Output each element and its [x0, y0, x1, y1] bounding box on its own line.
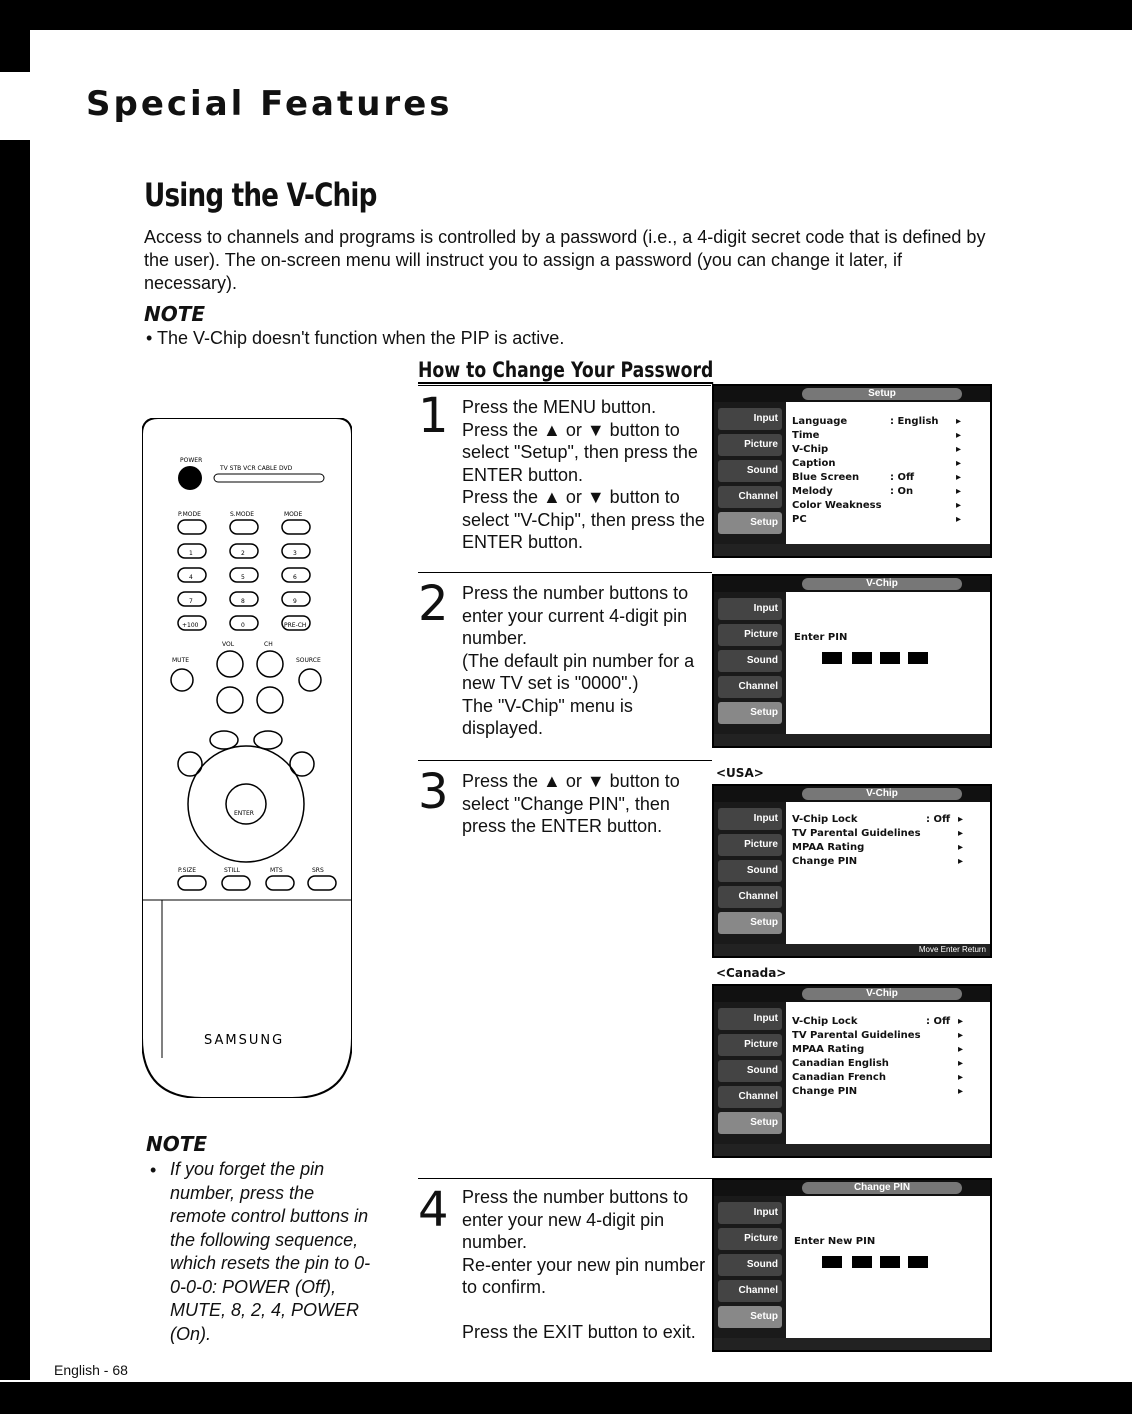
- vchip-canada-screen: [712, 984, 992, 1158]
- screen-title: Setup: [802, 388, 962, 400]
- sidebar-item-setup: Setup: [718, 702, 782, 724]
- menu-row-arrow: ▸: [956, 486, 962, 497]
- menu-row-label: Time: [792, 430, 820, 441]
- sidebar-item-channel: Channel: [718, 676, 782, 698]
- menu-row-value: : Off: [926, 1016, 951, 1027]
- note-heading: NOTE: [144, 302, 206, 326]
- menu-row-label: Change PIN: [792, 1086, 858, 1097]
- pin-digit-box: [852, 652, 872, 664]
- menu-row-label: V-Chip Lock: [792, 1016, 858, 1027]
- sidebar-item-input: Input: [718, 408, 782, 430]
- menu-row-label: Canadian French: [792, 1072, 886, 1083]
- menu-row-arrow: ▸: [956, 514, 962, 525]
- section-title: Special Features: [86, 84, 453, 124]
- remote-label-smode: S.MODE: [230, 511, 255, 518]
- sidebar-item-input: Input: [718, 1202, 782, 1224]
- menu-row-value: : On: [890, 486, 914, 497]
- remote-label-psize: P.SIZE: [178, 867, 197, 874]
- menu-row-arrow: ▸: [956, 430, 962, 441]
- pin-digit-box: [880, 1256, 900, 1268]
- remote-digit-8: 8: [241, 598, 245, 605]
- menu-row-arrow: ▸: [958, 1072, 964, 1083]
- pin-digit-box: [852, 1256, 872, 1268]
- usa-region-label: <USA>: [716, 766, 764, 780]
- step-3-number: 3: [418, 764, 449, 820]
- menu-row-label: TV Parental Guidelines: [792, 828, 921, 839]
- step-4-divider: [418, 1178, 712, 1179]
- remote-digit-100: +100: [182, 622, 199, 629]
- remote-digit-3: 3: [293, 550, 297, 557]
- step-3-text: Press the ▲ or ▼ button to select "Change PIN", then press the ENTER button.: [462, 771, 680, 836]
- menu-row-arrow: ▸: [958, 814, 964, 825]
- left-edge-bar-2: [0, 140, 30, 1380]
- remote-vol-label: VOL: [222, 641, 235, 648]
- remote-control-illustration: [142, 418, 352, 1098]
- remote-ch-label: CH: [264, 641, 273, 648]
- menu-row-arrow: ▸: [958, 1044, 964, 1055]
- bottom-bar: [0, 1382, 1132, 1414]
- menu-row-arrow: ▸: [958, 1030, 964, 1041]
- pin-digit-box: [880, 652, 900, 664]
- menu-row-label: PC: [792, 514, 807, 525]
- page-title: Using the V-Chip: [144, 176, 377, 214]
- pin-digit-box: [908, 652, 928, 664]
- menu-row-label: MPAA Rating: [792, 842, 865, 853]
- setup-menu-screen: [712, 384, 992, 558]
- remote-brand: SAMSUNG: [204, 1033, 285, 1048]
- step-2-divider: [418, 572, 712, 573]
- remote-mute-label: MUTE: [172, 657, 190, 664]
- pin-label: Enter PIN: [794, 632, 848, 643]
- menu-row-label: V-Chip: [792, 444, 829, 455]
- menu-row-label: Language: [792, 416, 848, 427]
- menu-row-arrow: ▸: [956, 472, 962, 483]
- remote-enter-label: ENTER: [234, 810, 254, 817]
- step-1-text: Press the MENU button. Press the ▲ or ▼ button to select "Setup", then press the ENTER button. Press the ▲ or ▼ button to select "V-Chip", then press the ENTER button.: [462, 397, 705, 552]
- remote-digit-0: 0: [241, 622, 245, 629]
- remote-digit-1: 1: [189, 550, 193, 557]
- screen-title: V-Chip: [802, 788, 962, 800]
- left-edge-bar: [0, 30, 30, 72]
- menu-sidebar: [714, 1196, 786, 1338]
- remote-digit-prech: PRE-CH: [284, 622, 307, 629]
- pin-label: Enter New PIN: [794, 1236, 876, 1247]
- sidebar-item-sound: Sound: [718, 860, 782, 882]
- menu-row-value: : Off: [926, 814, 951, 825]
- step-1-number: 1: [418, 388, 449, 444]
- menu-row-arrow: ▸: [958, 1016, 964, 1027]
- step-2-number: 2: [418, 576, 449, 632]
- menu-row-label: Caption: [792, 458, 836, 469]
- page-footer: English - 68: [54, 1362, 128, 1378]
- sidebar-item-setup: Setup: [718, 512, 782, 534]
- pin-digit-box: [908, 1256, 928, 1268]
- sidebar-item-sound: Sound: [718, 460, 782, 482]
- menu-sidebar: [714, 802, 786, 944]
- menu-row-label: Blue Screen: [792, 472, 860, 483]
- sidebar-item-picture: Picture: [718, 434, 782, 456]
- menu-row-label: MPAA Rating: [792, 1044, 865, 1055]
- intro-paragraph: Access to channels and programs is controlled by a password (i.e., a 4-digit secret code that is defined by the user). The on-screen menu will instruct you to assign a password (you can change it later, if necessary).: [144, 227, 986, 293]
- enter-pin-screen: [712, 574, 992, 748]
- screen-title: V-Chip: [802, 988, 962, 1000]
- remote-label-srs: SRS: [312, 867, 324, 874]
- sidebar-item-sound: Sound: [718, 1254, 782, 1276]
- divider: [418, 385, 711, 386]
- menu-row-value: : English: [890, 416, 939, 427]
- note2-heading: NOTE: [146, 1132, 208, 1156]
- sidebar-item-channel: Channel: [718, 1086, 782, 1108]
- menu-row-arrow: ▸: [958, 856, 964, 867]
- menu-row-value: : Off: [890, 472, 915, 483]
- remote-digit-9: 9: [293, 598, 297, 605]
- menu-row-label: V-Chip Lock: [792, 814, 858, 825]
- menu-row-label: Melody: [792, 486, 833, 497]
- remote-source-label: SOURCE: [296, 657, 321, 664]
- note-text: • The V-Chip doesn't function when the PIP is active.: [146, 328, 565, 348]
- howto-title: How to Change Your Password: [418, 358, 714, 382]
- screen-title: Change PIN: [802, 1182, 962, 1194]
- menu-row-arrow: ▸: [958, 828, 964, 839]
- sidebar-item-channel: Channel: [718, 1280, 782, 1302]
- menu-row-arrow: ▸: [956, 416, 962, 427]
- remote-label-still: STILL: [224, 867, 240, 874]
- sidebar-item-sound: Sound: [718, 1060, 782, 1082]
- remote-label-mts: MTS: [270, 867, 283, 874]
- menu-row-arrow: ▸: [956, 444, 962, 455]
- menu-sidebar: [714, 402, 786, 544]
- screen-footer: Move Enter Return: [714, 944, 990, 956]
- sidebar-item-picture: Picture: [718, 834, 782, 856]
- menu-row-arrow: ▸: [958, 1058, 964, 1069]
- sidebar-item-channel: Channel: [718, 486, 782, 508]
- menu-row-arrow: ▸: [956, 458, 962, 469]
- menu-row-label: TV Parental Guidelines: [792, 1030, 921, 1041]
- remote-digit-5: 5: [241, 574, 245, 581]
- sidebar-item-picture: Picture: [718, 1034, 782, 1056]
- new-pin-screen: [712, 1178, 992, 1352]
- menu-row-arrow: ▸: [956, 500, 962, 511]
- note2-text: If you forget the pin number, press the remote control buttons in the following sequence, which resets the pin to 0-0-0-0: POWER (Off), MUTE, 8, 2, 4, POWER (On).: [170, 1159, 371, 1344]
- remote-modes-label: TV STB VCR CABLE DVD: [220, 465, 293, 472]
- sidebar-item-setup: Setup: [718, 1306, 782, 1328]
- sidebar-item-sound: Sound: [718, 650, 782, 672]
- menu-row-arrow: ▸: [958, 1086, 964, 1097]
- remote-power-label: POWER: [180, 457, 203, 464]
- step-3-divider: [418, 760, 712, 761]
- menu-sidebar: [714, 592, 786, 734]
- menu-row-arrow: ▸: [958, 842, 964, 853]
- pin-digit-box: [822, 652, 842, 664]
- sidebar-item-setup: Setup: [718, 912, 782, 934]
- pin-digit-box: [822, 1256, 842, 1268]
- sidebar-item-input: Input: [718, 808, 782, 830]
- canada-region-label: <Canada>: [716, 966, 787, 980]
- step-2-text: Press the number buttons to enter your current 4-digit pin number. (The default pin number for a new TV set is "0000".) The "V-Chip" menu is displayed.: [462, 583, 695, 738]
- menu-sidebar: [714, 1002, 786, 1144]
- sidebar-item-channel: Channel: [718, 886, 782, 908]
- menu-row-label: Color Weakness: [792, 500, 882, 511]
- sidebar-item-setup: Setup: [718, 1112, 782, 1134]
- top-bar: [0, 0, 1132, 30]
- remote-digit-4: 4: [189, 574, 193, 581]
- sidebar-item-picture: Picture: [718, 624, 782, 646]
- remote-digit-2: 2: [241, 550, 245, 557]
- menu-row-label: Change PIN: [792, 856, 858, 867]
- remote-digit-7: 7: [189, 598, 193, 605]
- step-4-text: Press the number buttons to enter your new 4-digit pin number. Re-enter your new pin number to confirm. Press the EXIT button to exit.: [462, 1187, 706, 1342]
- note2-bullet: •: [150, 1160, 157, 1180]
- remote-digit-6: 6: [293, 574, 297, 581]
- screen-title: V-Chip: [802, 578, 962, 590]
- menu-row-label: Canadian English: [792, 1058, 889, 1069]
- vchip-usa-screen: [712, 784, 992, 958]
- remote-label-mode: MODE: [284, 511, 303, 518]
- step-4-number: 4: [418, 1182, 449, 1238]
- sidebar-item-input: Input: [718, 598, 782, 620]
- sidebar-item-picture: Picture: [718, 1228, 782, 1250]
- remote-label-pmode: P.MODE: [178, 511, 201, 518]
- sidebar-item-input: Input: [718, 1008, 782, 1030]
